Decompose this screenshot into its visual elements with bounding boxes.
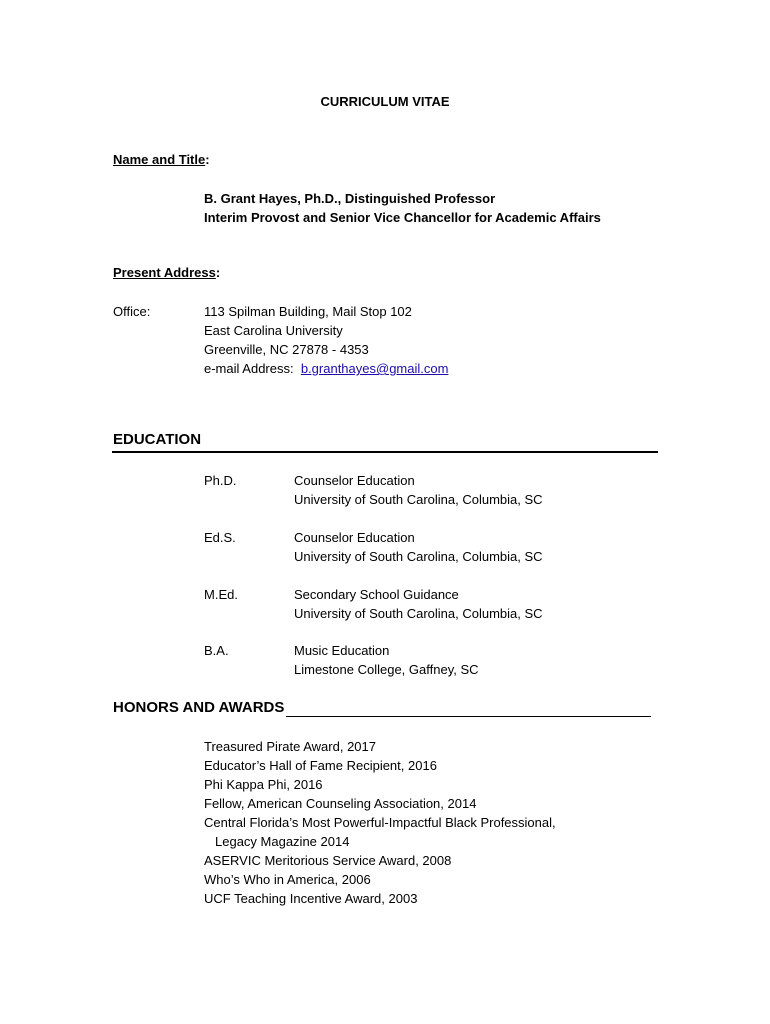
list-item: Educator’s Hall of Fame Recipient, 2016 — [204, 758, 437, 773]
list-item: Fellow, American Counseling Association, 2014 — [204, 796, 477, 811]
education-field: Counselor Education — [294, 530, 415, 545]
name-title-colon: : — [205, 152, 210, 167]
address-line-1: 113 Spilman Building, Mail Stop 102 — [204, 304, 412, 319]
education-field: Secondary School Guidance — [294, 587, 459, 602]
list-item: ASERVIC Meritorious Service Award, 2008 — [204, 853, 452, 868]
list-item: UCF Teaching Incentive Award, 2003 — [204, 891, 418, 906]
education-school: Limestone College, Gaffney, SC — [294, 662, 479, 677]
education-field: Counselor Education — [294, 473, 415, 488]
name-line: B. Grant Hayes, Ph.D., Distinguished Professor — [204, 191, 496, 206]
page-title: CURRICULUM VITAE — [320, 94, 450, 109]
list-item: Who’s Who in America, 2006 — [204, 872, 371, 887]
email-link[interactable]: b.granthayes@gmail.com — [300, 361, 449, 376]
list-item: Treasured Pirate Award, 2017 — [204, 739, 376, 754]
education-field: Music Education — [294, 643, 390, 658]
name-title-label: Name and Title — [113, 152, 206, 167]
education-degree: M.Ed. — [204, 587, 238, 602]
honors-list — [204, 737, 556, 908]
education-degree: Ph.D. — [204, 473, 237, 488]
education-heading: EDUCATION — [113, 431, 202, 448]
list-item: Phi Kappa Phi, 2016 — [204, 777, 323, 792]
list-item: Central Florida’s Most Powerful-Impactful Black Professional, — [204, 815, 556, 830]
honors-heading: HONORS AND AWARDS — [113, 699, 285, 716]
name-title-heading — [113, 152, 210, 167]
email-row — [204, 359, 448, 378]
office-label: Office: — [113, 304, 151, 319]
education-divider — [112, 451, 658, 453]
address-line-3: Greenville, NC 27878 - 4353 — [204, 342, 369, 357]
education-school: University of South Carolina, Columbia, SC — [294, 492, 543, 507]
list-item: Legacy Magazine 2014 — [215, 834, 350, 849]
address-heading — [113, 265, 220, 280]
education-degree: B.A. — [204, 643, 229, 658]
education-school: University of South Carolina, Columbia, SC — [294, 606, 543, 621]
email-label: e-mail Address: — [204, 361, 294, 376]
address-line-2: East Carolina University — [204, 323, 343, 338]
position-line: Interim Provost and Senior Vice Chancellor for Academic Affairs — [204, 210, 601, 225]
honors-underline — [286, 716, 651, 717]
address-label: Present Address — [113, 265, 216, 280]
education-degree: Ed.S. — [204, 530, 236, 545]
address-colon: : — [215, 265, 221, 280]
education-school: University of South Carolina, Columbia, SC — [294, 549, 543, 564]
